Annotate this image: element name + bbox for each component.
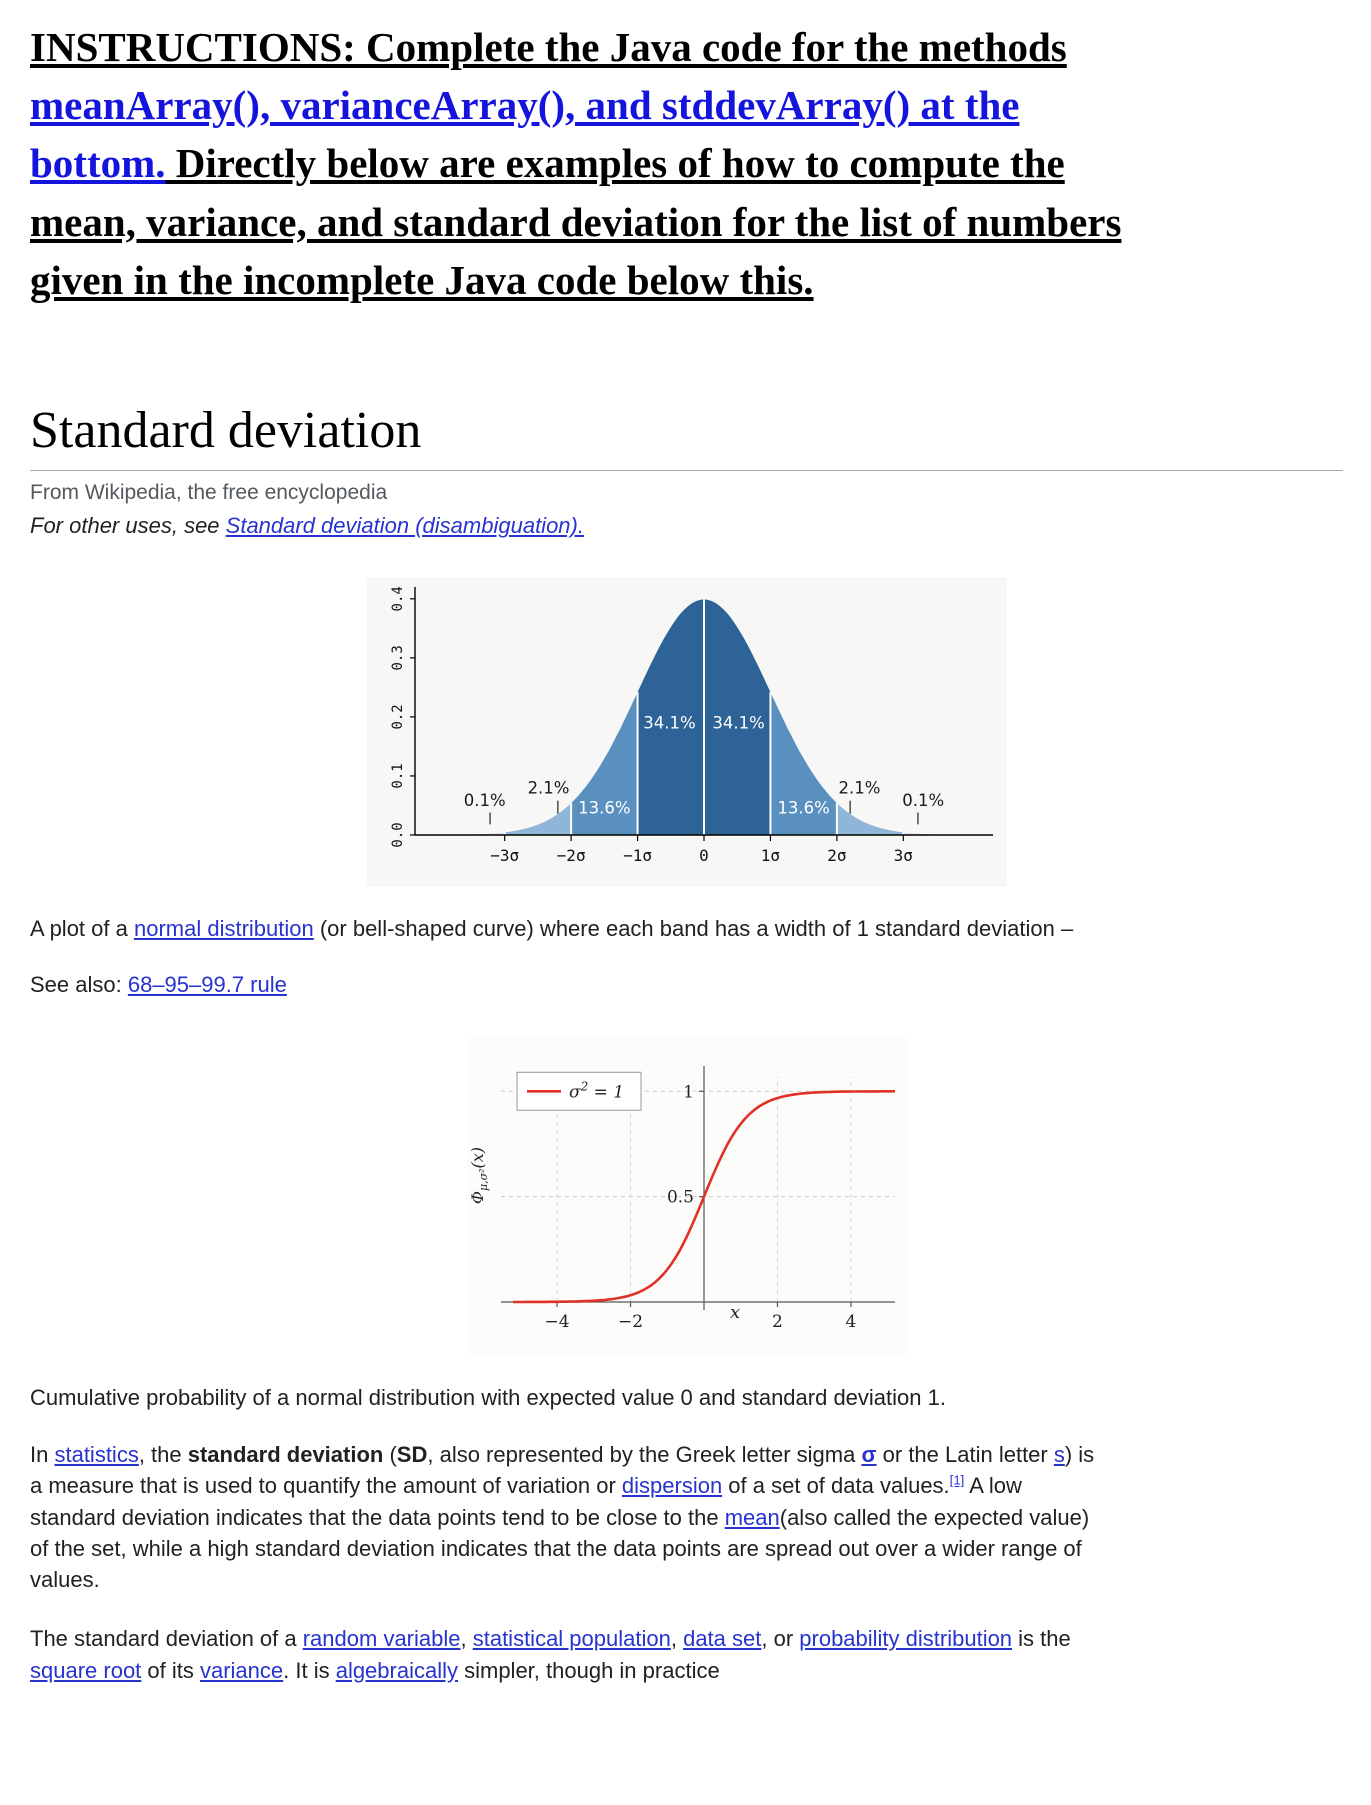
text-run: ) is a measure that is used to quantify the amount of variation or (30, 1442, 1095, 1499)
svg-text:0.4: 0.4 (389, 586, 406, 612)
text-run: The standard deviation of a (30, 1626, 303, 1652)
instructions-heading (30, 18, 1130, 309)
svg-text:13.6%: 13.6% (776, 798, 830, 818)
inline-link[interactable]: random variable (302, 1626, 461, 1652)
bold-text: SD (396, 1442, 428, 1468)
text-run: In (30, 1442, 55, 1468)
from-wikipedia-line: From Wikipedia, the free encyclopedia (30, 481, 388, 505)
bell-curve-figure (30, 577, 1343, 892)
bell-caption (30, 916, 1290, 942)
normal-distribution-link[interactable]: normal distribution (133, 916, 314, 942)
disambiguation-link[interactable]: Standard deviation (disambiguation). (225, 513, 584, 539)
bell-caption-text-1: A plot of a (30, 916, 134, 942)
instructions-text-1: INSTRUCTIONS: Complete the Java code for the methods (30, 24, 1067, 70)
inline-link[interactable]: variance (199, 1657, 284, 1683)
svg-text:34.1%: 34.1% (642, 713, 696, 733)
inline-link[interactable]: mean (724, 1504, 780, 1530)
svg-text:−2: −2 (617, 1312, 643, 1333)
instructions-text-2: Directly below are examples of how to compute the mean, variance, and standard deviation for the list of numbers given in the incomplete Java code below this. (30, 140, 1122, 303)
inline-link[interactable]: dispersion (621, 1473, 723, 1499)
svg-text:2: 2 (771, 1312, 783, 1333)
bell-chart-svg (367, 577, 1007, 887)
svg-text:2.1%: 2.1% (838, 778, 880, 798)
svg-text:1σ: 1σ (760, 846, 780, 866)
citation-link[interactable]: [1] (949, 1473, 965, 1488)
hatnote-text: For other uses, see (30, 513, 226, 539)
text-run: or the Latin letter (876, 1442, 1054, 1468)
text-run: , or (761, 1626, 800, 1652)
text-run: , (670, 1626, 684, 1652)
see-also-text: See also: (30, 972, 128, 998)
bell-caption-text-2: (or bell-shaped curve) where each band has a width of 1 standard deviation – (313, 916, 1074, 942)
text-run: of a set of data values. (722, 1473, 950, 1499)
text-run: is the (1012, 1626, 1071, 1652)
inline-link[interactable]: algebraically (335, 1657, 458, 1683)
paragraph-random-variable (30, 1623, 1105, 1685)
text-run: ( (383, 1442, 397, 1468)
text-run: A low standard deviation indicates that the data points tend to be close to the (30, 1473, 1022, 1530)
inline-link[interactable]: σ (861, 1442, 877, 1468)
svg-text:0.1: 0.1 (389, 763, 406, 789)
see-also-line (30, 972, 1343, 998)
rule-68-95-99-link[interactable]: 68–95–99.7 rule (127, 972, 287, 998)
citation-sup (950, 1473, 965, 1488)
svg-text:3σ: 3σ (893, 846, 913, 866)
instructions-methods-link[interactable]: meanArray(), varianceArray(), and stddevArray() at the bottom. (30, 82, 1020, 187)
svg-text:13.6%: 13.6% (577, 798, 631, 818)
svg-text:Φμ,σ²(x): $\Phi_{\mu,\sigma^2}(x)$ (467, 1147, 490, 1205)
text-run: simpler, though in practice (458, 1657, 720, 1683)
inline-link[interactable]: square root (30, 1657, 142, 1683)
text-run: , (460, 1626, 473, 1652)
svg-text:−4: −4 (544, 1312, 570, 1333)
svg-text:−2σ: −2σ (556, 846, 586, 866)
svg-text:4: 4 (845, 1312, 856, 1333)
article-title: Standard deviation (30, 401, 1343, 471)
svg-text:0: 0 (698, 846, 709, 866)
svg-text:0.5: 0.5 (666, 1187, 694, 1208)
paragraph-statistics (30, 1439, 1105, 1595)
text-run: . It is (283, 1657, 336, 1683)
text-run: , the (138, 1442, 188, 1468)
hatnote (30, 513, 1343, 539)
inline-link[interactable]: s (1053, 1442, 1065, 1468)
text-run: (also called the expected value) of the set, while a high standard deviation indicates that the data points are spread out over a wider range of values. (30, 1504, 1090, 1593)
svg-text:1: 1 (682, 1082, 694, 1103)
svg-text:σ2 = 1: $\sigma^2 = 1$ (568, 1079, 624, 1103)
text-run: , also represented by the Greek letter sigma (427, 1442, 862, 1468)
inline-link[interactable]: statistics (54, 1442, 139, 1468)
svg-text:0.3: 0.3 (389, 645, 406, 671)
text-run: of its (141, 1657, 200, 1683)
svg-text:−3σ: −3σ (489, 846, 519, 866)
svg-text:−1σ: −1σ (622, 846, 652, 866)
svg-text:2σ: 2σ (826, 846, 847, 866)
svg-text:34.1%: 34.1% (711, 713, 765, 733)
inline-link[interactable]: probability distribution (799, 1626, 1013, 1652)
inline-link[interactable]: data set (683, 1626, 762, 1652)
svg-text:2.1%: 2.1% (527, 778, 569, 798)
cdf-chart-svg (467, 1036, 907, 1356)
svg-text:0.0: 0.0 (389, 822, 406, 848)
cdf-figure (30, 1036, 1343, 1361)
cdf-caption: Cumulative probability of a normal distribution with expected value 0 and standard deviation 1. (30, 1385, 946, 1411)
svg-text:0.2: 0.2 (389, 704, 406, 730)
svg-text:0.1%: 0.1% (463, 791, 506, 811)
bold-text: standard deviation (187, 1442, 384, 1468)
inline-link[interactable]: statistical population (472, 1626, 671, 1652)
svg-text:x: x (729, 1302, 740, 1324)
svg-text:0.1%: 0.1% (901, 791, 944, 811)
